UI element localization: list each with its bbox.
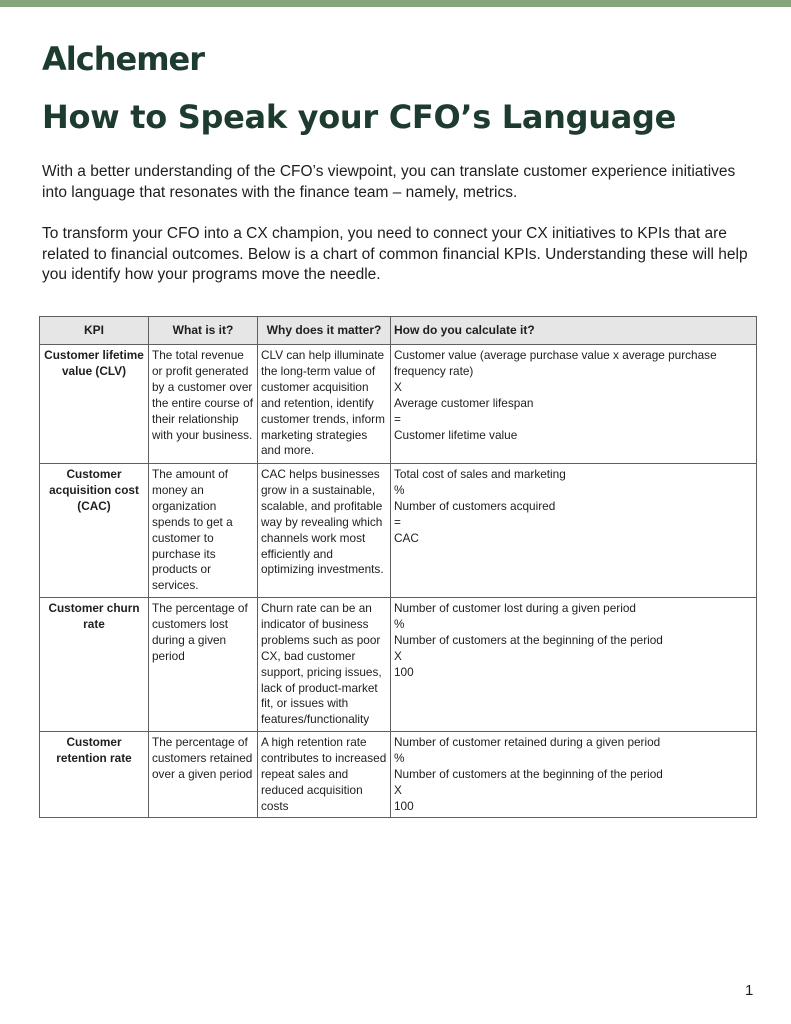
calc-line: 100 [394,664,414,679]
header-what: What is it? [149,317,258,345]
calc-line: % [394,750,405,765]
calc-line: % [394,616,405,631]
table-row [40,345,757,464]
calc-line: = [394,411,401,426]
kpi-calculation [391,598,757,732]
kpi-name: Customer acquisition cost (CAC) [40,464,149,598]
calc-line: Number of customers acquired [394,498,556,513]
calc-line: Number of customers at the beginning of the period [394,632,663,647]
alchemer-logo: Alchemer [42,40,205,78]
top-accent-bar [0,0,791,7]
calc-line: Average customer lifespan [394,395,534,410]
calc-line: % [394,482,405,497]
calc-line: CAC [394,530,419,545]
kpi-name: Customer churn rate [40,598,149,732]
table-header-row [40,317,757,345]
intro-paragraph: With a better understanding of the CFO’s viewpoint, you can translate customer experience initiatives into language that resonates with the finance team – namely, metrics. [42,163,736,201]
kpi-definition: The amount of money an organization spends to get a customer to purchase its products or services. [149,464,258,598]
header-why: Why does it matter? [258,317,391,345]
kpi-definition: The total revenue or profit generated by a customer over the entire course of their relationship with your business. [149,345,258,464]
calc-line: Customer lifetime value [394,427,518,442]
calc-line: 100 [394,798,414,813]
kpi-importance: A high retention rate contributes to increased repeat sales and reduced acquisition costs [258,732,391,818]
kpi-name: Customer retention rate [40,732,149,818]
kpi-importance: CLV can help illuminate the long-term value of customer acquisition and retention, identify customer trends, inform marketing strategies and more. [258,345,391,464]
page-title: How to Speak your CFO’s Language [42,98,677,136]
kpi-definition: The percentage of customers lost during a given period [149,598,258,732]
calc-line: X [394,379,402,394]
calc-line: Number of customer retained during a given period [394,735,661,749]
kpi-calculation [391,464,757,598]
table-row [40,598,757,732]
calc-line: Number of customer lost during a given period [394,601,636,615]
calc-line: X [394,782,402,797]
calc-line: Total cost of sales and marketing [394,467,566,481]
header-kpi: KPI [40,317,149,345]
table-row [40,464,757,598]
table-row [40,732,757,818]
calc-line: Customer value (average purchase value x average purchase frequency rate) [394,348,717,378]
kpi-table [39,316,757,818]
kpi-definition: The percentage of customers retained over a given period [149,732,258,818]
kpi-importance: CAC helps businesses grow in a sustainable, scalable, and profitable way by revealing which channels work most efficiently and optimizing investments. [258,464,391,598]
kpi-calculation [391,345,757,464]
calc-line: Number of customers at the beginning of the period [394,766,663,781]
kpi-importance: Churn rate can be an indicator of business problems such as poor CX, bad customer support, pricing issues, lack of product-market fit, or issues with features/functionality [258,598,391,732]
header-how: How do you calculate it? [391,317,757,345]
calc-line: = [394,514,401,529]
kpi-calculation [391,732,757,818]
calc-line: X [394,648,402,663]
page-number: 1 [745,982,754,999]
body-paragraph: To transform your CFO into a CX champion, you need to connect your CX initiatives to KPIs that are related to financial outcomes. Below is a chart of common financial KPIs. Understanding these will help you identify how your programs move the needle. [42,225,748,283]
kpi-name: Customer lifetime value (CLV) [40,345,149,464]
